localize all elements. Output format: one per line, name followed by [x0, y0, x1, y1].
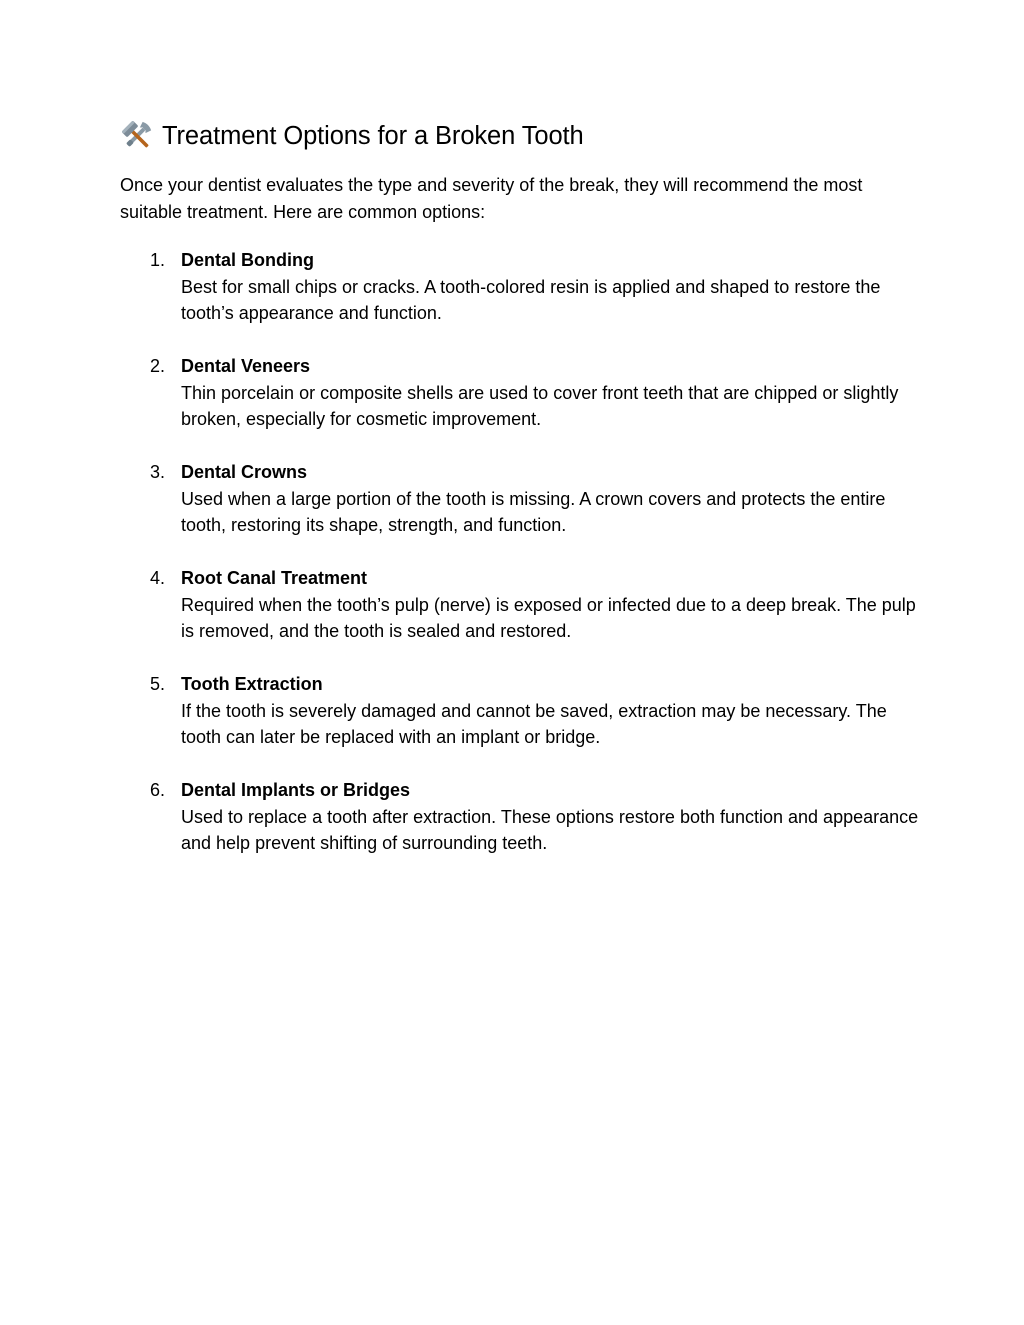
list-item	[120, 671, 920, 751]
list-number: 4.	[150, 568, 166, 588]
option-title: Dental Implants or Bridges	[181, 780, 411, 800]
intro-paragraph: Once your dentist evaluates the type and severity of the break, they will recommend the most suitable treatment. Here are common options:	[120, 175, 863, 222]
list-number: 3.	[150, 462, 166, 482]
option-title: Dental Veneers	[181, 356, 311, 376]
heading-row	[120, 116, 920, 156]
option-description: If the tooth is severely damaged and cannot be saved, extraction may be necessary. The tooth can later be replaced with an implant or bridge.	[181, 700, 887, 747]
option-description: Best for small chips or cracks. A tooth-colored resin is applied and shaped to restore the tooth’s appearance and function.	[181, 276, 881, 323]
document-page	[120, 116, 920, 883]
option-title: Tooth Extraction	[181, 674, 323, 694]
page-title: Treatment Options for a Broken Tooth	[162, 122, 584, 150]
option-title: Dental Crowns	[181, 462, 308, 482]
option-title: Root Canal Treatment	[181, 568, 368, 588]
list-item	[120, 459, 920, 539]
list-item	[120, 353, 920, 433]
treatment-options-list	[120, 247, 920, 857]
list-item	[120, 247, 920, 327]
list-number: 2.	[150, 356, 166, 376]
option-description: Thin porcelain or composite shells are used to cover front teeth that are chipped or slightly broken, especially for cosmetic improvement.	[181, 382, 899, 429]
list-item	[120, 565, 920, 645]
list-number: 1.	[150, 250, 166, 270]
list-number: 6.	[150, 780, 166, 800]
option-description: Used when a large portion of the tooth is missing. A crown covers and protects the entire tooth, restoring its shape, strength, and function.	[181, 488, 886, 535]
option-title: Dental Bonding	[181, 250, 314, 270]
list-number: 5.	[150, 674, 166, 694]
hammer-and-wrench-icon	[120, 119, 154, 153]
option-description: Used to replace a tooth after extraction. These options restore both function and appearance and help prevent shifting of surrounding teeth.	[181, 806, 919, 853]
list-item	[120, 777, 920, 857]
option-description: Required when the tooth’s pulp (nerve) is exposed or infected due to a deep break. The pulp is removed, and the tooth is sealed and restored.	[181, 594, 916, 641]
